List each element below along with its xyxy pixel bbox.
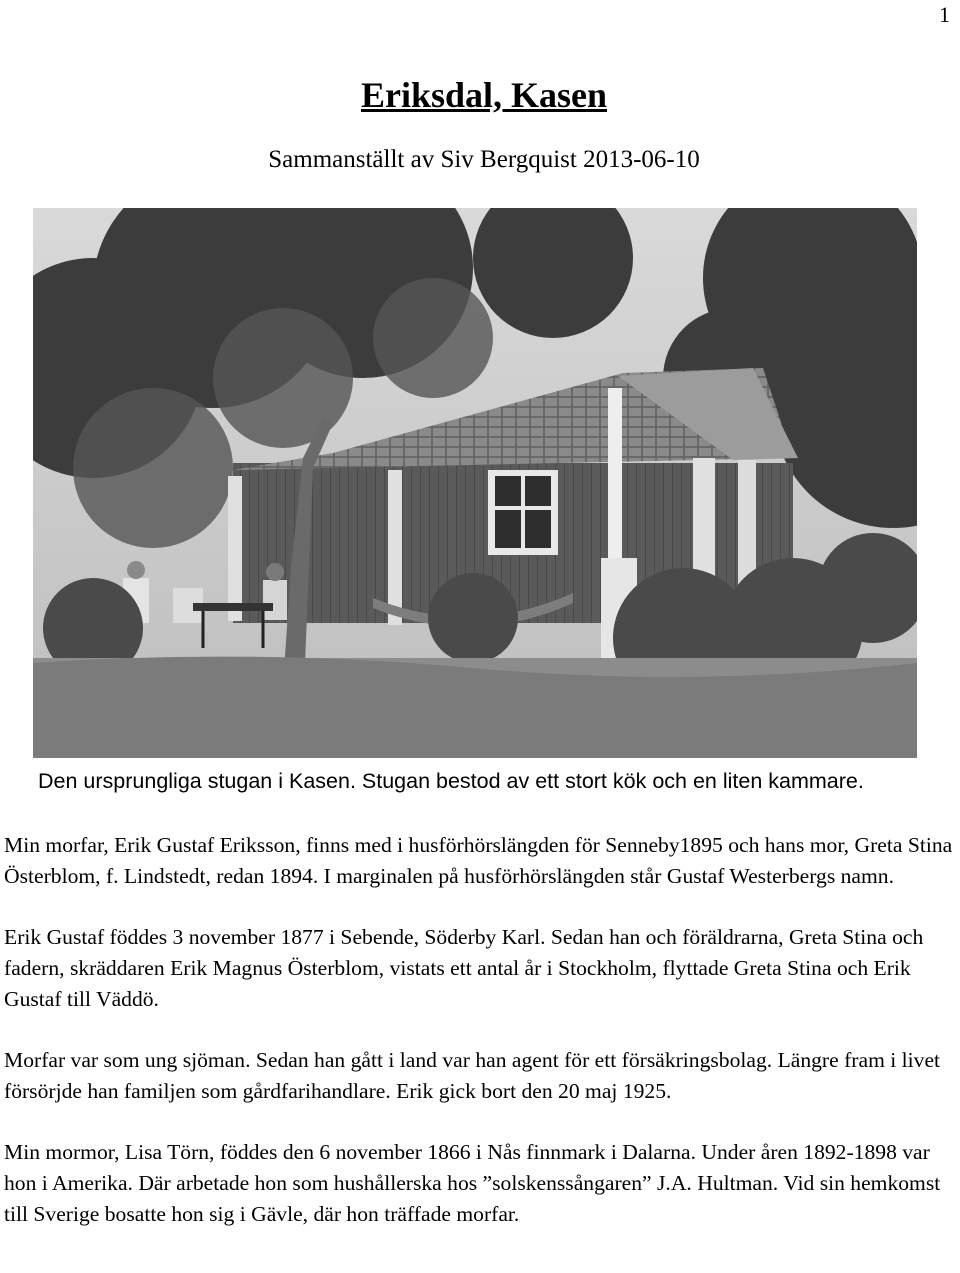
page-title: Eriksdal, Kasen: [360, 75, 608, 115]
paragraph: Erik Gustaf föddes 3 november 1877 i Sebende, Söderby Karl. Sedan han och föräldrarna, Greta Stina och fadern, skräddaren Erik Magnus Österblom, vistats ett antal år i Stockholm, flyttade Greta Stina och Erik Gustaf till Väddö.: [4, 925, 924, 1011]
paragraph: Morfar var som ung sjöman. Sedan han gått i land var han agent för ett försäkringsbolag. Längre fram i livet försörjde han familjen som gårdfarihandlare. Erik gick bort den 20 maj 1925.: [4, 1048, 941, 1103]
page-number: 1: [939, 2, 950, 27]
paragraph: Min mormor, Lisa Törn, föddes den 6 november 1866 i Nås finnmark i Dalarna. Under åren 1892-1898 var hon i Amerika. Där arbetade hon som hushållerska hos ”solskenssångaren” J.A. Hultman. Vid sin hemkomst till Sverige bosatte hon sig i Gävle, där hon träffade morfar.: [4, 1140, 941, 1226]
house-photo: [33, 208, 917, 758]
photo-caption: Den ursprungliga stugan i Kasen. Stugan bestod av ett stort kök och en liten kammare.: [38, 769, 864, 793]
body-text: [4, 830, 958, 1260]
house-photo-illustration: [33, 208, 917, 758]
paragraph: Min morfar, Erik Gustaf Eriksson, finns med i husförhörslängden för Senneby1895 och hans mor, Greta Stina Österblom, f. Lindstedt, redan 1894. I marginalen på husförhörslängden står Gustaf Westerbergs namn.: [4, 833, 953, 888]
page-subtitle: Sammanställt av Siv Bergquist 2013-06-10: [268, 146, 700, 173]
